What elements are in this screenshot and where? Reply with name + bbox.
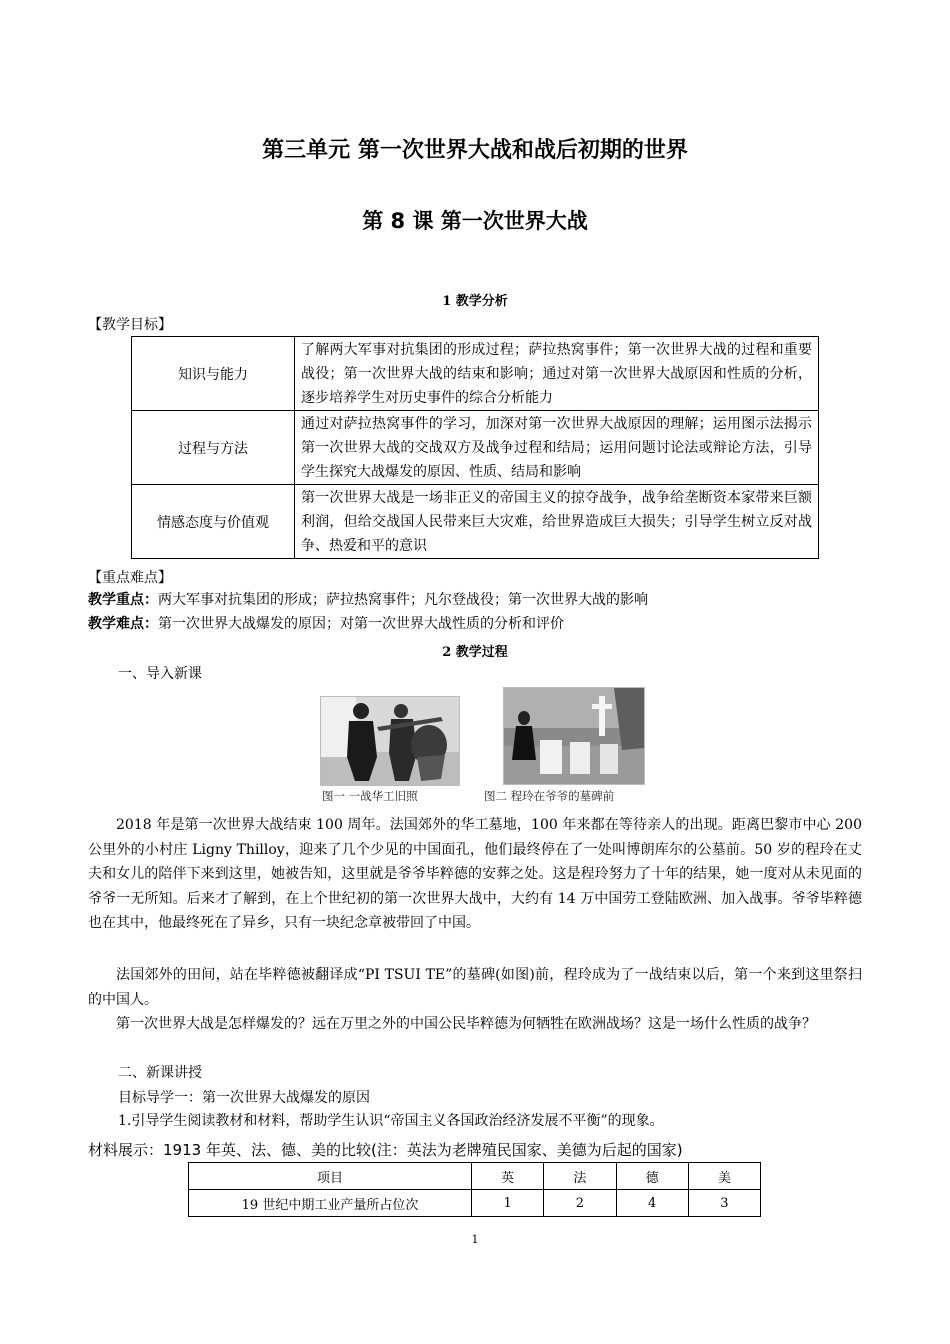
focus-diff-text: 第一次世界大战爆发的原因；对第一次世界大战性质的分析和评价 xyxy=(158,616,564,632)
goal-text: 第一次世界大战是一场非正义的帝国主义的掠夺战争，战争给垄断资本家带来巨额利润，但给交战国人民带来巨大灾难，给世界造成巨大损失；引导学生树立反对战争、热爱和平的意识 xyxy=(295,485,819,559)
intro-paragraph-1: 2018 年是第一次世界大战结束 100 周年。法国郊外的华工墓地，100 年来都在等待亲人的出现。距离巴黎市中心 200 公里外的小村庄 Ligny Thilloy，迎来了几个少见的中国面孔，他们最终停在了一处叫博朗库尔的公墓前。50 岁的程玲在丈夫和女儿的陪伴下来到这里，她被告知，这里就是爷爷毕粹德的安葬之处。这是程玲努力了十年的结果，她一度对从未见面的爷爷一无所知。后来才了解到，在上个世纪初的第一次世界大战中，大约有 14 万中国劳工登陆欧洲、加入战事。爷爷毕粹德也在其中，他最终死在了异乡，只有一块纪念章被带回了中国。 xyxy=(88,817,862,931)
intro-heading: 一、导入新课 xyxy=(118,666,202,682)
section-teaching-process: 2 教学过程 xyxy=(442,645,508,660)
goal-text: 了解两大军事对抗集团的形成过程；萨拉热窝事件；第一次世界大战的过程和重要战役；第一次世界大战的结束和影响；通过对第一次世界大战原因和性质的分析，逐步培养学生对历史事件的综合分析能力 xyxy=(295,337,819,411)
section-teaching-analysis: 1 教学分析 xyxy=(442,294,508,309)
focus-heading: 【重点难点】 xyxy=(88,570,172,586)
goal-key: 知识与能力 xyxy=(132,337,295,411)
page-number: 1 xyxy=(471,1233,479,1246)
guide-1: 1.引导学生阅读教材和材料，帮助学生认识“帝国主义各国政治经济发展不平衡”的现象。 xyxy=(118,1113,664,1129)
table-cell: 4 xyxy=(616,1190,688,1217)
table-header-row xyxy=(189,1163,761,1190)
goal-key: 过程与方法 xyxy=(132,411,295,485)
laborers-photo xyxy=(320,696,460,786)
table-cell: 19 世纪中期工业产量所占位次 xyxy=(189,1190,472,1217)
grave-photo xyxy=(503,687,645,785)
goals-table xyxy=(131,336,819,559)
goals-row xyxy=(132,485,819,559)
new-lesson-heading: 二、新课讲授 xyxy=(118,1065,202,1081)
focus-key-label: 教学重点： xyxy=(88,592,158,608)
table-header: 德 xyxy=(616,1163,688,1190)
focus-diff-label: 教学难点： xyxy=(88,616,158,632)
goals-heading: 【教学目标】 xyxy=(88,317,172,333)
table-header: 法 xyxy=(544,1163,616,1190)
focus-key-text: 两大军事对抗集团的形成；萨拉热窝事件；凡尔登战役；第一次世界大战的影响 xyxy=(158,592,648,608)
comparison-table xyxy=(188,1162,761,1217)
table-header: 项目 xyxy=(189,1163,472,1190)
table-header: 美 xyxy=(688,1163,760,1190)
intro-paragraph-3: 第一次世界大战是怎样爆发的？远在万里之外的中国公民毕粹德为何牺牲在欧洲战场？这是一场什么性质的战争？ xyxy=(116,1016,816,1032)
focus-key-line xyxy=(88,588,868,612)
table-cell: 1 xyxy=(472,1190,544,1217)
table-cell: 2 xyxy=(544,1190,616,1217)
goals-row xyxy=(132,337,819,411)
target-1-heading: 目标导学一：第一次世界大战爆发的原因 xyxy=(118,1090,370,1106)
goal-key: 情感态度与价值观 xyxy=(132,485,295,559)
intro-paragraph-2: 法国郊外的田间，站在毕粹德被翻译成“PI TSUI TE”的墓碑(如图)前，程玲成为了一战结束以后，第一个来到这里祭扫的中国人。 xyxy=(88,967,862,1008)
unit-title: 第三单元 第一次世界大战和战后初期的世界 xyxy=(262,138,688,163)
material-label: 材料展示：1913 年英、法、德、美的比较(注：英法为老牌殖民国家、美德为后起的国家) xyxy=(88,1141,683,1159)
table-row xyxy=(189,1190,761,1217)
caption-laborers: 图一 一战华工旧照 xyxy=(322,789,418,803)
lesson-title: 第 8 课 第一次世界大战 xyxy=(362,209,588,233)
goal-text: 通过对萨拉热窝事件的学习，加深对第一次世界大战原因的理解；运用图示法揭示第一次世界大战的交战双方及战争过程和结局；运用问题讨论法或辩论方法，引导学生探究大战爆发的原因、性质、结局和影响 xyxy=(295,411,819,485)
table-cell: 3 xyxy=(688,1190,760,1217)
table-header: 英 xyxy=(472,1163,544,1190)
goals-row xyxy=(132,411,819,485)
caption-grave: 图二 程玲在爷爷的墓碑前 xyxy=(484,789,615,803)
focus-diff-line xyxy=(88,612,868,636)
